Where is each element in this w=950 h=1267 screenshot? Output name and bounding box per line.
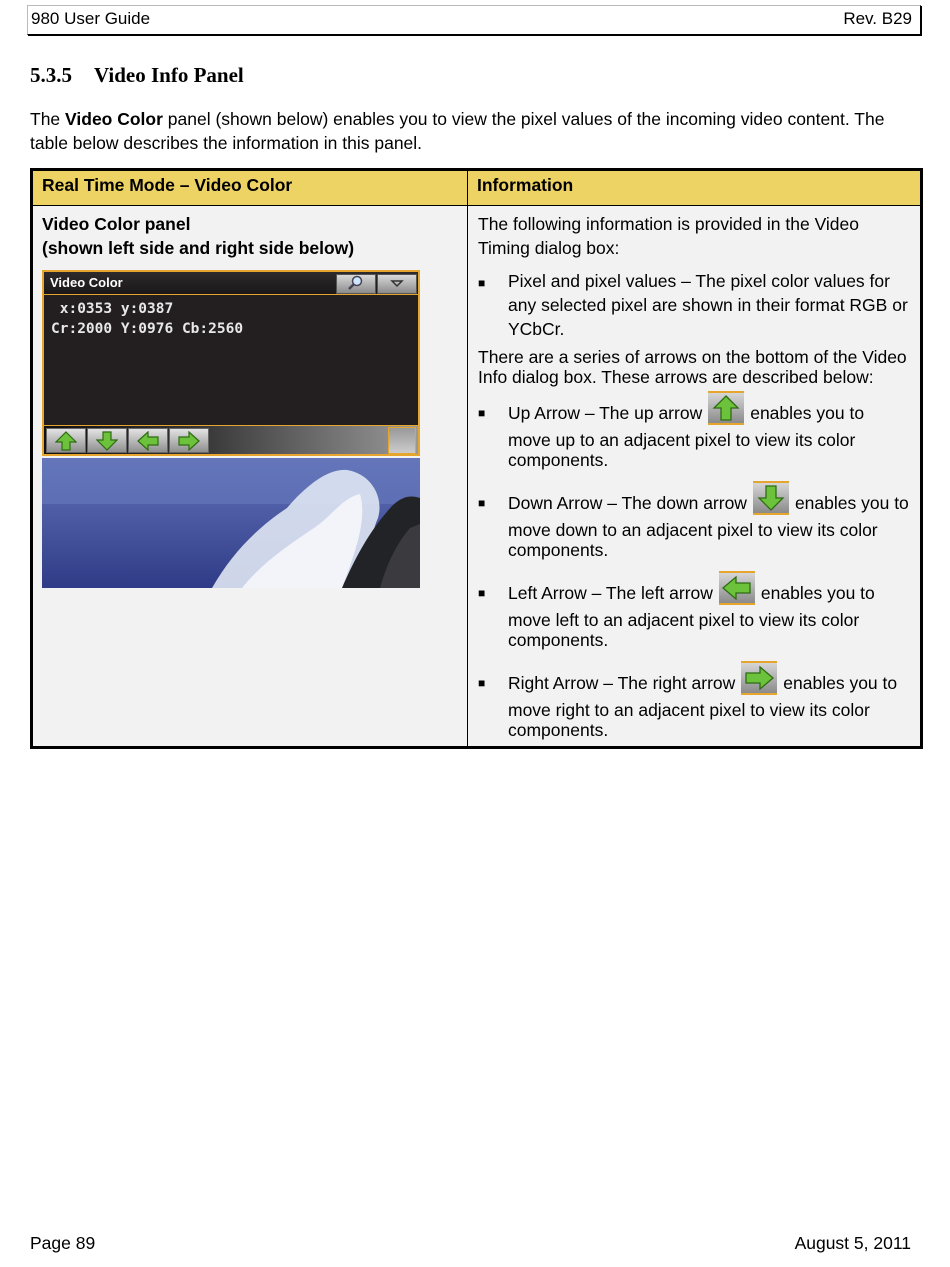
intro-paragraph (30, 107, 910, 155)
readout-color-values: Cr:2000 Y:0976 Cb:2560 (51, 321, 244, 337)
panel-resize-handle[interactable] (388, 427, 416, 454)
arrow-up-icon (708, 391, 744, 425)
left-arrow-desc-post: enables you to move left to an adjacent pixel to view its color components. (508, 583, 875, 650)
section-number: 5.3.5 (30, 63, 72, 87)
col2-header: Information (468, 170, 922, 206)
ocean-wave-photo (42, 458, 420, 588)
bullet-marker: ■ (478, 496, 486, 510)
arrows-intro: There are a series of arrows on the bottom of the Video Info dialog box. These arrows are described below: (478, 347, 907, 387)
down-arrow-desc-pre: Down Arrow – The down arrow (508, 493, 747, 513)
running-header (27, 5, 921, 35)
list-item (478, 269, 910, 341)
right-arrow-button[interactable] (169, 428, 209, 453)
left-cell (32, 206, 468, 748)
table-row (32, 206, 922, 748)
up-arrow-button[interactable] (46, 428, 86, 453)
list-item (478, 391, 910, 470)
header-doc-title: 980 User Guide (31, 9, 151, 28)
video-color-table (30, 168, 923, 749)
header-revision: Rev. B29 (843, 9, 912, 28)
down-arrow-button[interactable] (87, 428, 127, 453)
bullet-marker: ■ (478, 676, 486, 690)
panel-title: Video Color (50, 275, 123, 290)
bullet-marker: ■ (478, 406, 486, 420)
chevron-down-icon[interactable] (377, 274, 417, 294)
arrow-left-icon (719, 571, 755, 605)
footer-date: August 5, 2011 (794, 1233, 911, 1253)
intro-text-post: panel (shown below) enables you to view the pixel values of the incoming video content. The table below describes the information in this panel. (30, 109, 885, 153)
intro-text-pre: The (30, 109, 66, 129)
video-color-screenshot (42, 270, 420, 588)
bullet-marker: ■ (478, 276, 486, 290)
intro-text-bold: Video Color (65, 109, 163, 129)
col1-header: Real Time Mode – Video Color (32, 170, 468, 206)
panel-caption-line1: Video Color panel (42, 214, 191, 234)
left-arrow-desc-pre: Left Arrow – The left arrow (508, 583, 713, 603)
down-arrow-desc-post: enables you to move down to an adjacent pixel to view its color components. (508, 493, 909, 560)
arrow-down-icon (96, 431, 118, 451)
panel-caption-line2: (shown left side and right side below) (42, 238, 355, 258)
table-header-row (32, 170, 922, 206)
section-title: Video Info Panel (94, 63, 244, 87)
up-arrow-desc-post: enables you to move up to an adjacent pixel to view its color components. (508, 403, 865, 470)
magnifier-icon[interactable] (336, 274, 376, 294)
right-arrow-desc-pre: Right Arrow – The right arrow (508, 673, 736, 693)
arrow-right-icon (741, 661, 777, 695)
bullet-pixel-values: Pixel and pixel values – The pixel color values for any selected pixel are shown in their format RGB or YCbCr. (508, 271, 908, 339)
info-intro: The following information is provided in the Video Timing dialog box: (478, 214, 860, 258)
arrow-left-icon (137, 431, 159, 451)
section-heading (30, 63, 244, 88)
right-arrow-desc-post: enables you to move right to an adjacent pixel to view its color components. (508, 673, 898, 740)
list-item (478, 661, 910, 740)
panel-arrow-bar (44, 425, 418, 454)
bullet-marker: ■ (478, 586, 486, 600)
list-item (478, 571, 910, 650)
left-arrow-button[interactable] (128, 428, 168, 453)
up-arrow-desc-pre: Up Arrow – The up arrow (508, 403, 703, 423)
arrow-up-icon (55, 431, 77, 451)
right-cell (468, 206, 922, 748)
readout-coordinates: x:0353 y:0387 (51, 301, 174, 317)
arrow-right-icon (178, 431, 200, 451)
footer-page-number: Page 89 (30, 1233, 96, 1253)
video-color-panel (42, 270, 420, 456)
panel-titlebar (44, 272, 418, 295)
list-item (478, 481, 910, 560)
arrow-down-icon (753, 481, 789, 515)
pixel-readout (44, 295, 418, 339)
